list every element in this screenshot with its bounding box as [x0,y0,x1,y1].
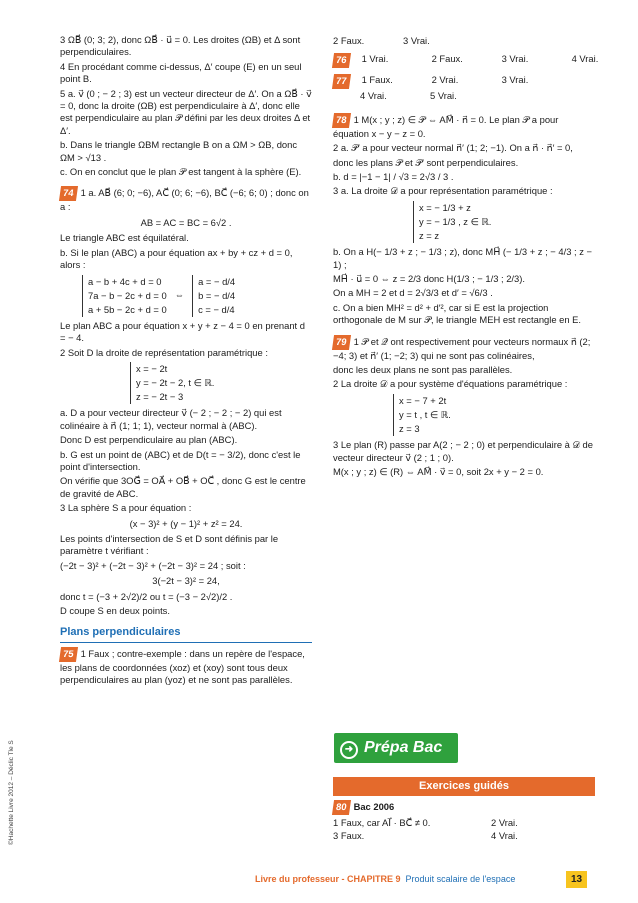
ex74-3eq4: donc t = (−3 + 2√2)/2 ou t = (−3 − 2√2)/2 . [60,590,233,602]
copyright-side: ©Hachette Livre 2012 – Déclic Tle S [8,740,15,845]
page-number: 13 [566,871,587,888]
sys2-row: y = − 2t − 2, t ∈ ℝ. [136,377,215,389]
ex76-row [333,53,599,68]
answer-item: 4 Vrai. [491,830,518,842]
sys1r-row: a = − d/4 [198,275,236,287]
sys3-row: y = − 1/3 , z ∈ ℝ. [419,215,492,227]
ex74-2a: a. D a pour vecteur directeur v⃗ (− 2 ; − 2 ; − 2) qui est colinéaire à n⃗ (1; 1; 1), vecteur normal à (ABC). [60,407,282,431]
ex78-2c: b. d = |−1 − 1| / √3 = 2√3 / 3 . [333,171,454,183]
section-title: Plans perpendiculaires [60,625,312,643]
answer-item: 1 Faux, car AI⃗ · BC⃗ ≠ 0. [333,817,431,828]
sys1-row: 7a − b − 2c + d = 0 [88,289,167,301]
ex74-b: b. Si le plan (ABC) a pour équation ax + by + cz + d = 0, alors : [60,246,293,271]
sys1-row: a + 5b − 2c + d = 0 [88,303,167,315]
text-l3: 5 a. v⃗ (0 ; − 2 ; 3) est un vecteur directeur de Δ′. On a ΩB⃗ · v⃗ = 0, donc la droite (ΩB) est perpendiculaire à Δ′, donc elle est perpendiculaire au plan 𝒫 défini par les deux droites Δ et Δ′. [60,87,312,136]
arrow-right-icon: ➜ [340,741,358,759]
ex74-2: 2 Soit D la droite de représentation paramétrique : [60,346,268,358]
sys1r-row: c = − d/4 [198,303,235,315]
exercise-74-badge: 74 [59,186,78,201]
right-column [333,34,599,480]
sys3-row: z = z [419,230,440,242]
sys1r-row: b = − d/4 [198,289,236,301]
ex78-3e: c. On a bien MH² = d² + d′², car si E est la projection orthogonale de M sur 𝒫, le triangle MEH est rectangle en E. [333,301,582,326]
ex74-2b: b. G est un point de (ABC) et de D(t = − 3/2), donc c'est le point d'intersection. [60,448,301,472]
answer-item: 2 Faux. [333,35,365,46]
text-l2: 4 En procédant comme ci-dessus, Δ′ coupe (E) en un seul point B. [60,60,302,85]
sys3-row: x = − 1/3 + z [419,201,471,213]
ex74-eq: AB = AC = BC = 6√2 . [140,216,232,228]
ex74-2b2: On vérifie que 3OG⃗ = OA⃗ + OB⃗ + OC⃗ , donc G est le centre de gravité de ABC. [60,475,306,499]
ex78-2b: donc les plans 𝒫 et 𝒫′ sont perpendiculaires. [333,156,519,168]
text-l4: b. Dans le triangle ΩBM rectangle B on a ΩM > ΩB, donc ΩM > √13 . [60,139,298,163]
answer-item: 3 Vrai. [501,53,529,65]
ex74-3eq: (x − 3)² + (y − 1)² + z² = 24. [129,517,243,529]
exercise-78-badge: 78 [332,113,351,128]
page-footer [255,874,515,886]
ex78-3a: 3 a. La droite 𝒟 a pour représentation paramétrique : [333,185,553,197]
ex79-1b: donc les deux plans ne sont pas parallèles. [333,364,513,376]
exercise-79-badge: 79 [332,335,351,350]
prepa-label: Prépa Bac [364,739,443,756]
left-column [60,34,312,689]
exercise-75-badge: 75 [59,647,78,662]
ex80-row2 [333,830,595,842]
ex80-block [333,800,595,844]
ex78-1: 1 M(x ; y ; z) ∈ 𝒫 ⇔ AM⃗ · n⃗ = 0. Le plan 𝒫 a pour équation x − y − z = 0. [333,113,559,139]
footer-title: Produit scalaire de l'espace [405,874,516,884]
answer-item: 4 Vrai. [571,53,599,65]
ex77-row2 [360,90,595,102]
exercise-80-badge: 80 [332,800,351,815]
system-3 [413,201,595,243]
ex80-title: Bac 2006 [353,801,395,812]
sys1-row: a − b + 4c + d = 0 [88,275,162,287]
ex74-3end: D coupe S en deux points. [60,605,170,617]
answer-item: 1 Vrai. [361,53,389,65]
ex74-3: 3 La sphère S a pour équation : [60,502,192,514]
ex79-3b: M(x ; y ; z) ∈ (R) ⇔ AM⃗ · v⃗ = 0, soit 2x + y − 2 = 0. [333,465,544,477]
ex74-t1: Le triangle ABC est équilatéral. [60,232,189,244]
prepa-bac-banner [334,733,458,763]
text-l1: 3 ΩB⃗ (0; 3; 2), donc ΩB⃗ · u⃗ = 0. Les droites (ΩB) et Δ sont perpendiculaires. [60,34,301,58]
exercise-76-badge: 76 [332,53,351,68]
answers-row [333,35,595,47]
ex77-row [333,74,595,89]
exercise-77-badge: 77 [332,74,351,89]
system-4 [393,394,595,436]
sys4-row: x = − 7 + 2t [399,394,447,406]
ex79-3: 3 Le plan (R) passe par A(2 ; − 2 ; 0) et perpendiculaire à 𝒟 de vecteur directeur v⃗ (2 ; 1 ; 0). [333,439,593,463]
answer-item: 2 Faux. [431,53,463,65]
ex79-2: 2 La droite 𝒟 a pour système d'équations paramétrique : [333,378,568,390]
ex78-3d: On a MH = 2 et d = 2√3/3 et d′ = √6/3 . [333,287,493,299]
answer-item: 2 Vrai. [431,74,459,86]
ex74-3t: Les points d'intersection de S et D sont définis par le paramètre t vérifiant : [60,533,279,557]
answer-item: 3 Vrai. [501,74,529,86]
ex79-1: 1 𝒫 et 𝒬 ont respectivement pour vecteurs normaux n⃗ (2; −4; 3) et n⃗′ (1; −2; 3) qui ne sont pas colinéaires, [333,335,591,361]
sys4-row: z = 3 [399,423,420,435]
answer-item: 2 Vrai. [491,817,518,828]
ex74-2a2: Donc D est perpendiculaire au plan (ABC). [60,434,238,446]
ex80-row1 [333,817,595,829]
ex78-2a: 2 a. 𝒫′ a pour vecteur normal n⃗′ (1; 2; −1). On a n⃗ · n⃗′ = 0, [333,142,573,154]
answer-item: 5 Vrai. [430,90,457,102]
sys2-row: z = − 2t − 3 [136,391,184,403]
ex74-3eq2: (−2t − 3)² + (−2t − 3)² + (−2t − 3)² = 24 ; soit : [60,559,246,571]
answer-item: 1 Faux. [361,74,393,86]
exercices-guides-header: Exercices guidés [333,777,595,796]
answer-item: 3 Vrai. [403,35,430,46]
ex75-text: 1 Faux ; contre-exemple : dans un repère de l'espace, les plans de coordonnées (xoz) et (xoy) sont tous deux perpendiculaires au plan (yoz) et ne sont pas parallèles. [60,647,305,686]
ex74-c: Le plan ABC a pour équation x + y + z − 4 = 0 en prenant d = − 4. [60,319,305,344]
sys2-row: x = − 2t [136,363,168,375]
ex74-a: 1 a. AB⃗ (6; 0; −6), AC⃗ (0; 6; −6), BC⃗ (−6; 6; 0) ; donc on a : [60,187,309,213]
footer-chapter: Livre du professeur - CHAPITRE 9 [255,874,401,884]
ex78-3b: b. On a H(− 1/3 + z ; − 1/3 ; z), donc MH⃗ (− 1/3 + z ; − 4/3 ; z − 1) ; [333,246,592,270]
system-2 [130,362,312,404]
equiv-sign: ⇔ [174,289,185,301]
sys4-row: y = t , t ∈ ℝ. [399,408,451,420]
system-1 [82,275,312,317]
answer-item: 3 Faux. [333,830,365,842]
ex78-3c: MH⃗ · u⃗ = 0 ⇔ z = 2/3 donc H(1/3 ; − 1/3 ; 2/3). [333,272,525,284]
text-l5: c. On en conclut que le plan 𝒫 est tangent à la sphère (E). [60,166,302,178]
ex74-3eq3: 3(−2t − 3)² = 24, [152,575,220,587]
answer-item: 4 Vrai. [360,90,387,102]
